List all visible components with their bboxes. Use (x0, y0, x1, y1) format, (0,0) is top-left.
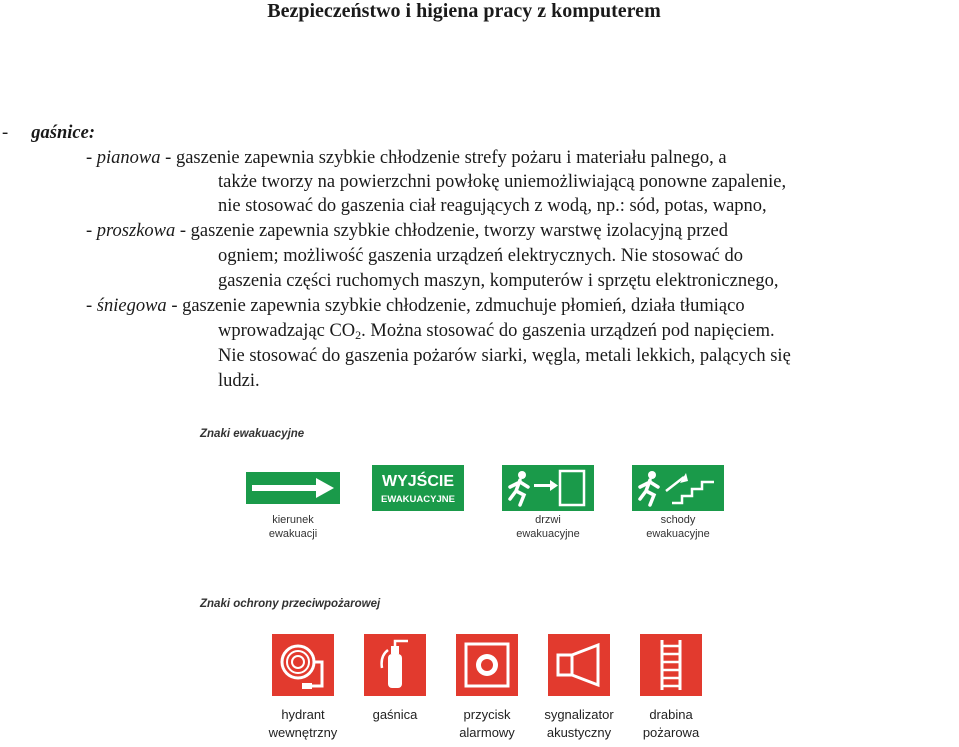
fire-hydrant-icon (272, 634, 334, 696)
exit-sign-text-2: EWAKUACYJNE (381, 494, 455, 505)
evac-direction-arrow-icon (246, 472, 340, 504)
heading-line (2, 121, 95, 145)
evac-door-icon (502, 465, 594, 511)
item-proszkowa-line-1: - proszkowa - gaszenie zapewnia szybkie chłodzenie, tworzy warstwę izolacyjną przed (86, 221, 728, 241)
page-title: Bezpieczeństwo i higiena pracy z komputerem (267, 0, 661, 22)
item-sniegowa-line-3: Nie stosować do gaszenia pożarów siarki, węgla, metali lekkich, palących się (218, 346, 791, 366)
section-heading: gaśnice: (31, 123, 96, 143)
fire-label-hydrant: hydrant wewnętrzny (268, 707, 338, 740)
fire-label-extinguisher: gaśnica (372, 707, 418, 722)
acoustic-signal-icon (548, 634, 610, 696)
evac-label-direction: kierunek ewakuacji (268, 514, 318, 540)
item-pianowa-line-3: nie stosować do gaszenia ciał reagujących z wodą, np.: sód, potas, wapno, (218, 196, 767, 216)
fire-extinguisher-icon (364, 634, 426, 696)
evac-signs-title: Znaki ewakuacyjne (200, 428, 305, 440)
item-proszkowa-line-2: ogniem; możliwość gaszenia urządzeń elektrycznych. Nie stosować do (218, 246, 744, 266)
exit-sign-icon (372, 465, 464, 511)
exit-sign-text-1: WYJŚCIE (381, 473, 455, 490)
item-sniegowa-line-2: wprowadzając $CO_2$. Można stosować do gaszenia urządzeń pod napięciem. (218, 321, 775, 342)
fire-signs-title: Znaki ochrony przeciwpożarowej (200, 598, 381, 610)
evac-label-stairs: schody ewakuacyjne (646, 514, 710, 540)
bullet: - (2, 123, 9, 143)
evac-label-door: drzwi ewakuacyjne (516, 514, 580, 540)
item-pianowa-line-2: także tworzy na powierzchni powłokę uniemożliwiającą ponowne zapalenie, (218, 172, 787, 192)
item-sniegowa-line-1: - śniegowa - gaszenie zapewnia szybkie chłodzenie, zdmuchuje płomień, działa tłumiąco (86, 296, 745, 316)
evac-stairs-icon (632, 465, 724, 511)
item-pianowa-line-1: - pianowa - gaszenie zapewnia szybkie chłodzenie strefy pożaru i materiału palnego, a (86, 148, 727, 168)
item-sniegowa-line-4: ludzi. (218, 371, 260, 391)
item-proszkowa-line-3: gaszenia części ruchomych maszyn, komputerów i sprzętu elektronicznego, (218, 271, 779, 291)
alarm-button-icon (456, 634, 518, 696)
fire-label-alarm: przycisk alarmowy (459, 707, 515, 740)
fire-label-ladder: drabina pożarowa (642, 707, 700, 740)
fire-ladder-icon (640, 634, 702, 696)
fire-label-signal: sygnalizator akustyczny (544, 707, 614, 740)
